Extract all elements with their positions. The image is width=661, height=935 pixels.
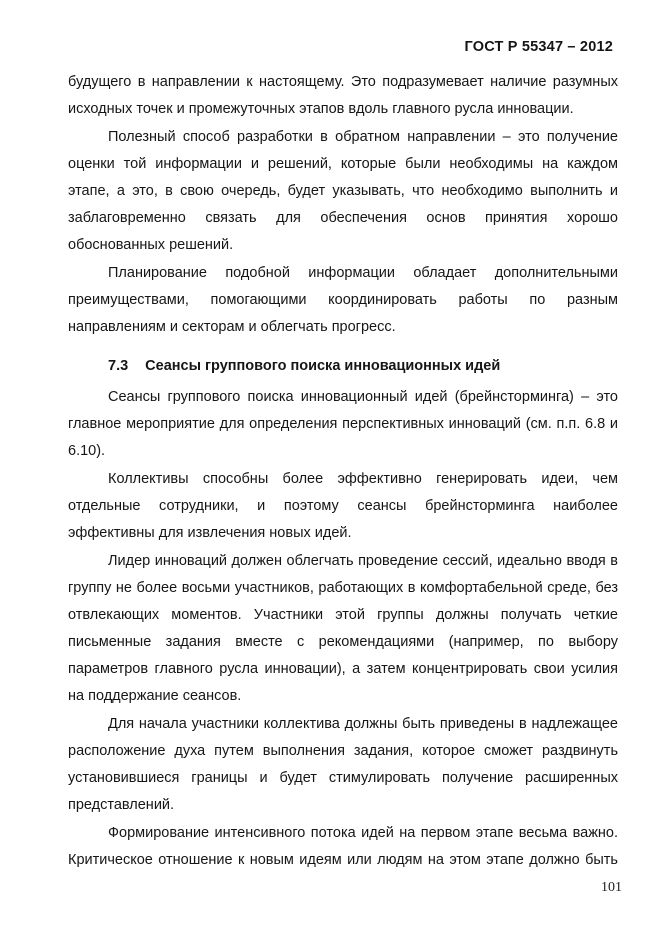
paragraph: Формирование интенсивного потока идей на первом этапе весьма важно. Критическое отношение к новым идеям или людям на этом этапе должно быть: [68, 825, 618, 868]
document-body: [0, 69, 661, 874]
document-header: ГОСТ Р 55347 – 2012: [464, 39, 613, 55]
paragraph: будущего в направлении к настоящему. Это подразумевает наличие разумных исходных точек и промежуточных этапов вдоль главного русла инновации.: [68, 74, 618, 117]
paragraph: Лидер инноваций должен облегчать проведение сессий, идеально вводя в группу не более восьми участников, работающих в комфортабельной среде, без отвлекающих моментов. Участники этой группы должны получать четкие письменные задания вместе с рекомендациями (например, по выбору параметров главного русла инновации), а затем концентрировать свои усилия на поддержание сеансов.: [68, 553, 618, 704]
section-number: 7.3: [108, 358, 129, 374]
paragraph: Полезный способ разработки в обратном направлении – это получение оценки той информации и решений, которые были необходимы на каждом этапе, а это, в свою очередь, будет указывать, что необходимо выполнить и заблаговременно связать для обеспечения основ принятия хорошо обоснованных решений.: [68, 129, 618, 253]
section-title: Сеансы группового поиска инновационных идей: [145, 358, 501, 374]
page-number: 101: [601, 880, 622, 895]
paragraph: Для начала участники коллектива должны быть приведены в надлежащее расположение духа путем выполнения задания, которое сможет раздвинуть установившиеся границы и будет стимулировать получение расширенных представлений.: [68, 716, 618, 813]
paragraph: Планирование подобной информации обладает дополнительными преимуществами, помогающими координировать работы по разным направлениям и секторам и облегчать прогресс.: [68, 265, 618, 335]
paragraph: Сеансы группового поиска инновационный идей (брейнсторминга) – это главное мероприятие для определения перспективных инноваций (см. п.п. 6.8 и 6.10).: [68, 389, 618, 459]
section-heading: [68, 353, 618, 380]
paragraph: Коллективы способны более эффективно генерировать идеи, чем отдельные сотрудники, и поэтому сеансы брейнсторминга наиболее эффективны для извлечения новых идей.: [68, 471, 618, 541]
